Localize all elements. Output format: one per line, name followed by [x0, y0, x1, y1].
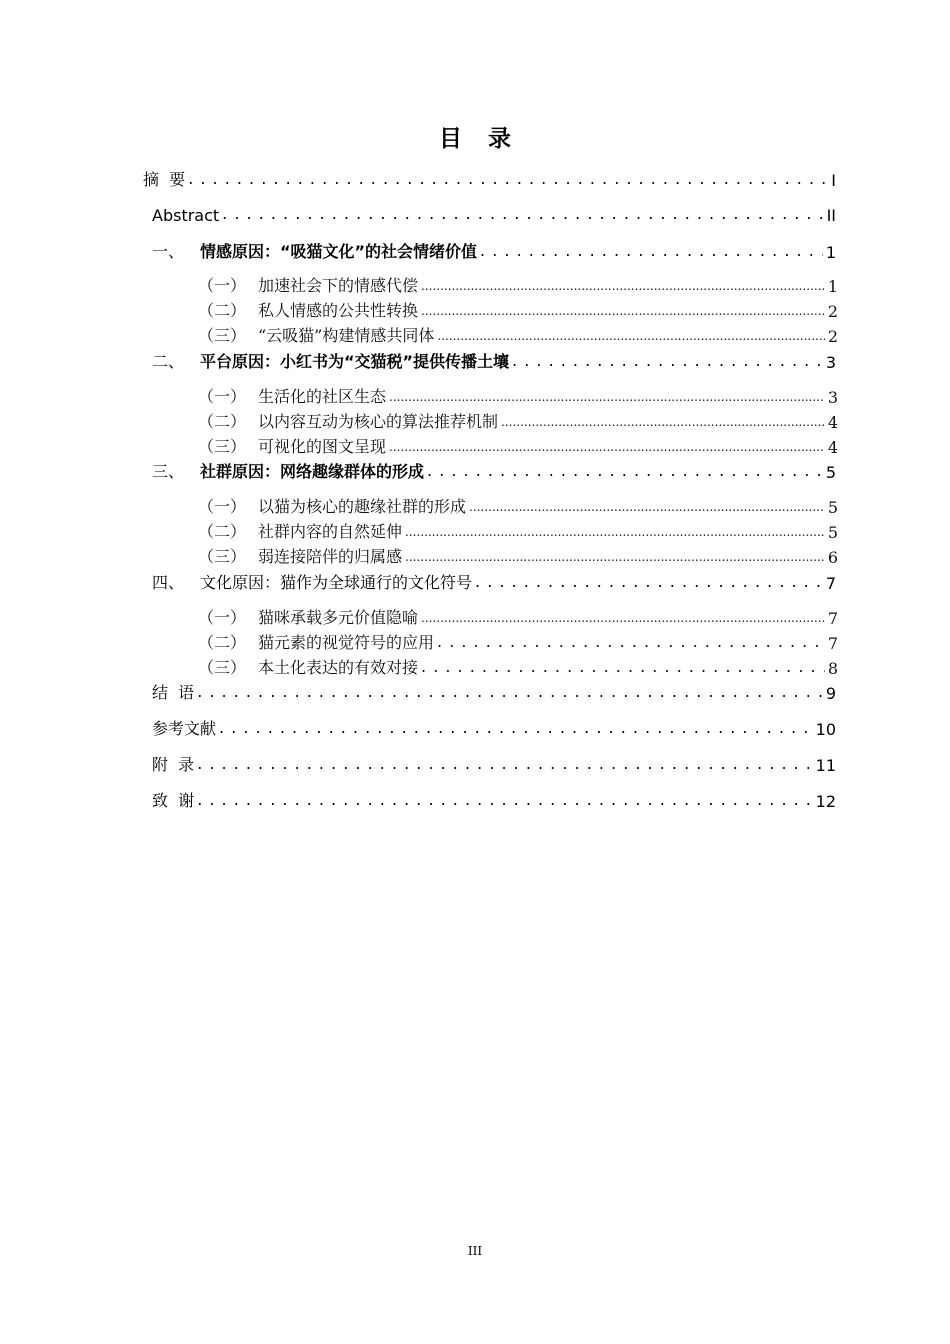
toc-entry-number: 一、 — [152, 242, 185, 261]
toc-entry-page: 10 — [815, 720, 836, 739]
toc-entry-page: 11 — [815, 756, 836, 775]
toc-entry-number: （三） — [198, 658, 247, 677]
toc-entry[interactable] — [152, 789, 836, 811]
toc-entry-label: 以内容互动为核心的算法推荐机制 — [258, 412, 499, 431]
toc-entry-page: 5 — [827, 498, 838, 517]
toc-entry-label: 私人情感的公共性转换 — [258, 301, 419, 320]
toc-entry-label: 本土化表达的有效对接 — [258, 658, 419, 677]
toc-dot-leader — [389, 435, 825, 457]
toc-dot-leader — [437, 631, 825, 653]
toc-entry[interactable] — [198, 385, 838, 407]
toc-dot-leader — [197, 789, 812, 811]
toc-entry[interactable] — [198, 435, 838, 457]
toc-entry-page: 5 — [827, 523, 838, 542]
toc-entry[interactable] — [152, 240, 836, 262]
toc-dot-leader — [480, 240, 823, 262]
toc-dot-leader — [437, 324, 824, 346]
toc-entry[interactable] — [198, 299, 838, 321]
toc-entry[interactable] — [198, 606, 838, 628]
toc-entry-page: 1 — [825, 243, 836, 262]
toc-dot-leader — [421, 656, 825, 678]
toc-entry-page: 4 — [827, 413, 838, 432]
toc-entry[interactable] — [198, 656, 838, 678]
toc-entry-number: （一） — [198, 608, 247, 627]
toc-entry-label: 结 语 — [152, 683, 195, 702]
toc-entry-label: Abstract — [152, 206, 220, 225]
toc-entry[interactable] — [152, 753, 836, 775]
toc-entry-number: 三、 — [152, 462, 185, 481]
toc-entry-page: 5 — [825, 463, 836, 482]
toc-entry-number: （一） — [198, 497, 247, 516]
toc-entry-page: 2 — [827, 327, 838, 346]
toc-entry[interactable] — [152, 460, 836, 482]
toc-entry-label: 社群原因：网络趣缘群体的形成 — [200, 462, 425, 481]
toc-entry-page: 1 — [827, 277, 838, 296]
toc-entry-number: （二） — [198, 301, 247, 320]
toc-entry-page: 7 — [827, 634, 838, 653]
toc-entry-number: （三） — [198, 326, 247, 345]
toc-entry[interactable] — [152, 350, 836, 372]
toc-entry[interactable] — [198, 495, 838, 517]
toc-entry-number: （三） — [198, 547, 247, 566]
toc-entry[interactable] — [198, 274, 838, 296]
toc-entry[interactable] — [143, 168, 836, 190]
toc-entry[interactable] — [152, 681, 836, 703]
toc-dot-leader — [512, 350, 823, 372]
toc-entry-label: 生活化的社区生态 — [258, 387, 387, 406]
toc-entry-number: （二） — [198, 522, 247, 541]
toc-entry-label: “云吸猫”构建情感共同体 — [258, 326, 435, 345]
toc-entry-label: 社群内容的自然延伸 — [258, 522, 403, 541]
toc-entry-page: 6 — [827, 548, 838, 567]
page-number: III — [467, 1244, 483, 1258]
toc-entry-page: 3 — [827, 388, 838, 407]
toc-entry-number: 四、 — [152, 573, 185, 592]
toc-dot-leader — [405, 545, 825, 567]
toc-entry-number: （一） — [198, 387, 247, 406]
toc-entry-page: 4 — [827, 438, 838, 457]
toc-dot-leader — [197, 681, 823, 703]
toc-dot-leader — [421, 274, 825, 296]
toc-dot-leader — [469, 495, 825, 517]
toc-entry[interactable] — [198, 410, 838, 432]
toc-entry[interactable] — [152, 203, 836, 225]
toc-dot-leader — [197, 753, 812, 775]
toc-entry-page: 2 — [827, 302, 838, 321]
toc-entry-label: 以猫为核心的趣缘社群的形成 — [258, 497, 467, 516]
toc-entry-label: 文化原因：猫作为全球通行的文化符号 — [200, 573, 473, 592]
toc-entry-page: 8 — [827, 659, 838, 678]
toc-dot-leader — [475, 571, 823, 593]
toc-entry-page: 7 — [825, 574, 836, 593]
toc-entry-label: 平台原因：小红书为“交猫税”提供传播土壤 — [200, 352, 510, 371]
toc-entry-label: 加速社会下的情感代偿 — [258, 276, 419, 295]
toc-entry-page: 12 — [815, 792, 836, 811]
toc-entry[interactable] — [198, 324, 838, 346]
toc-entry[interactable] — [152, 717, 836, 739]
toc-entry-page: II — [826, 206, 836, 225]
toc-entry[interactable] — [198, 545, 838, 567]
toc-entry-label: 弱连接陪伴的归属感 — [258, 547, 403, 566]
toc-entry-label: 摘 要 — [143, 170, 186, 189]
toc-entry[interactable] — [198, 520, 838, 542]
toc-entry-page: 3 — [825, 353, 836, 372]
toc-dot-leader — [389, 385, 825, 407]
toc-dot-leader — [222, 203, 823, 225]
toc-dot-leader — [188, 168, 828, 190]
toc-entry-label: 猫元素的视觉符号的应用 — [258, 633, 435, 652]
toc-entry-label: 可视化的图文呈现 — [258, 437, 387, 456]
toc-dot-leader — [427, 460, 823, 482]
toc-dot-leader — [501, 410, 825, 432]
toc-entry-number: （一） — [198, 276, 247, 295]
toc-entry[interactable] — [198, 631, 838, 653]
toc-entry-number: （二） — [198, 412, 247, 431]
toc-entry-page: 7 — [827, 609, 838, 628]
toc-entry-number: （二） — [198, 633, 247, 652]
toc-dot-leader — [421, 299, 825, 321]
toc-entry-label: 情感原因：“吸猫文化”的社会情绪价值 — [200, 242, 478, 261]
toc-dot-leader — [405, 520, 825, 542]
toc-entry-label: 致 谢 — [152, 791, 195, 810]
toc-dot-leader — [219, 717, 813, 739]
toc-entry-number: 二、 — [152, 352, 185, 371]
toc-entry-number: （三） — [198, 437, 247, 456]
toc-title: 目录 — [439, 126, 537, 152]
toc-entry-label: 附 录 — [152, 755, 195, 774]
toc-entry-page: I — [831, 171, 836, 190]
toc-entry-label: 猫咪承载多元价值隐喻 — [258, 608, 419, 627]
toc-entry[interactable] — [152, 571, 836, 593]
toc-entry-label: 参考文献 — [152, 719, 217, 738]
toc-dot-leader — [421, 606, 825, 628]
toc-entry-page: 9 — [825, 684, 836, 703]
